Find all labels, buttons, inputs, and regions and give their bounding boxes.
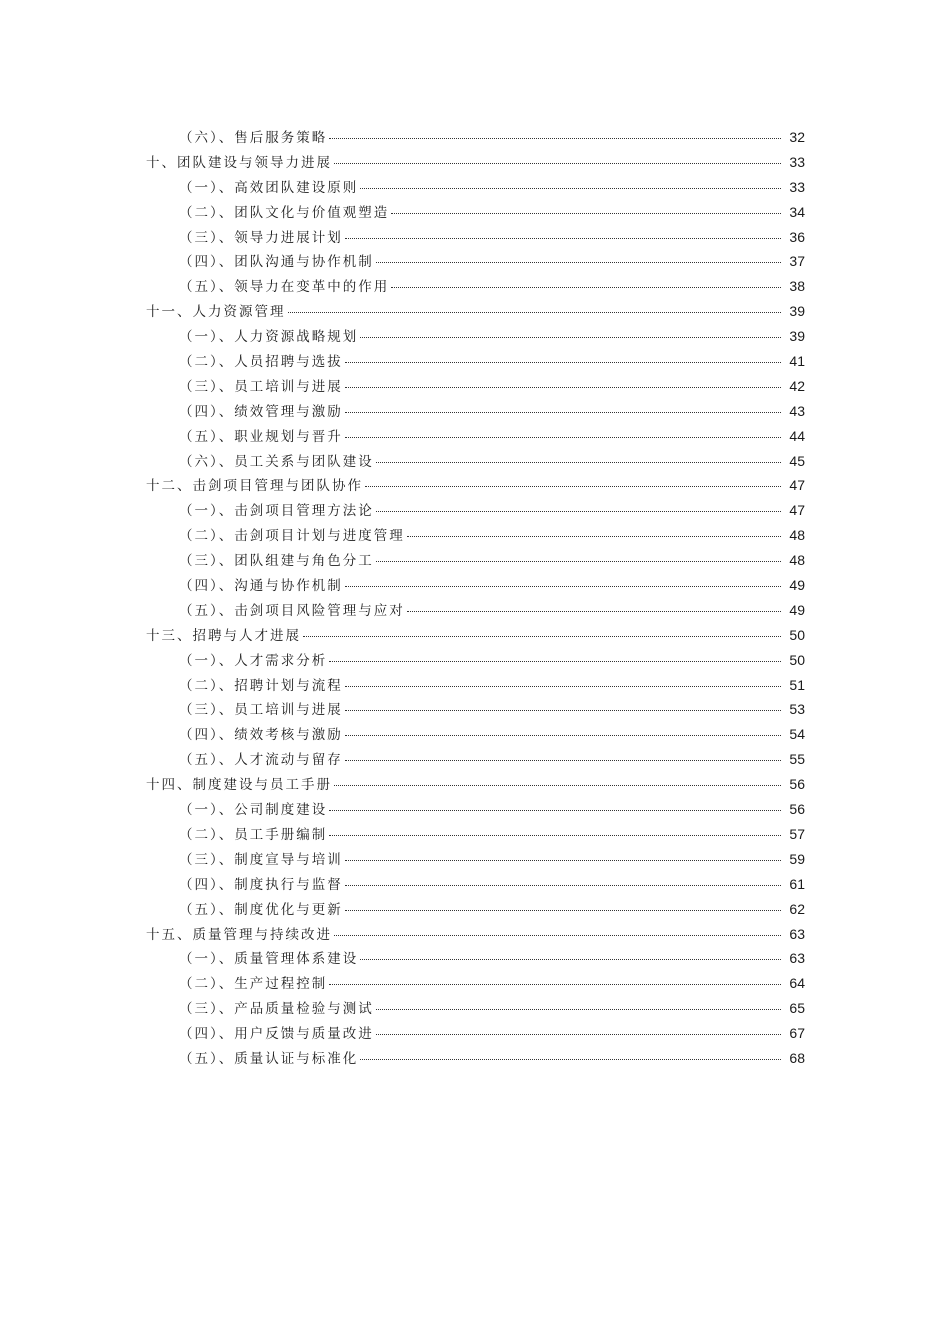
- toc-section-entry[interactable]: [0, 997, 950, 1022]
- toc-page-number: 65: [789, 1000, 805, 1017]
- toc-dot-leader: [345, 437, 781, 438]
- toc-section-entry[interactable]: [0, 549, 950, 574]
- toc-page-number: 48: [789, 552, 805, 569]
- toc-entry-title: （四）、团队沟通与协作机制: [179, 254, 374, 271]
- toc-entry-title: （一）、人才需求分析: [179, 652, 328, 669]
- toc-entry-title: （三）、员工培训与进展: [179, 702, 343, 719]
- toc-page-number: 55: [789, 751, 805, 768]
- toc-entry-title: （四）、用户反馈与质量改进: [179, 1026, 374, 1043]
- toc-entry-title: （三）、员工培训与进展: [179, 378, 343, 395]
- toc-dot-leader: [360, 1059, 781, 1060]
- toc-dot-leader: [345, 910, 781, 911]
- toc-section-entry[interactable]: [0, 1047, 950, 1072]
- toc-section-entry[interactable]: [0, 674, 950, 699]
- toc-entry-title: （二）、生产过程控制: [179, 976, 328, 993]
- toc-entry-title: （三）、团队组建与角色分工: [179, 553, 374, 570]
- toc-dot-leader: [360, 959, 781, 960]
- toc-section-entry[interactable]: [0, 325, 950, 350]
- toc-page-number: 53: [789, 701, 805, 718]
- toc-section-entry[interactable]: [0, 698, 950, 723]
- toc-page-number: 54: [789, 726, 805, 743]
- toc-page-number: 50: [789, 626, 805, 643]
- toc-dot-leader: [334, 163, 781, 164]
- toc-entry-title: （二）、人员招聘与选拔: [179, 354, 343, 371]
- toc-page-number: 38: [789, 278, 805, 295]
- toc-dot-leader: [329, 835, 781, 836]
- toc-dot-leader: [345, 760, 781, 761]
- toc-entry-title: （四）、制度执行与监督: [179, 876, 343, 893]
- toc-dot-leader: [329, 984, 781, 985]
- toc-page-number: 56: [789, 776, 805, 793]
- toc-dot-leader: [329, 661, 781, 662]
- toc-dot-leader: [360, 188, 781, 189]
- toc-entry-title: 十三、招聘与人才进展: [146, 627, 301, 644]
- toc-entry-title: （四）、绩效考核与激励: [179, 727, 343, 744]
- toc-chapter-entry[interactable]: [0, 151, 950, 176]
- toc-section-entry[interactable]: [0, 201, 950, 226]
- toc-dot-leader: [345, 735, 781, 736]
- toc-dot-leader: [376, 561, 781, 562]
- toc-section-entry[interactable]: [0, 250, 950, 275]
- toc-dot-leader: [407, 536, 781, 537]
- toc-section-entry[interactable]: [0, 1022, 950, 1047]
- toc-page-number: 44: [789, 427, 805, 444]
- toc-entry-title: （一）、公司制度建设: [179, 802, 328, 819]
- toc-page-number: 47: [789, 502, 805, 519]
- toc-entry-title: （三）、制度宣导与培训: [179, 851, 343, 868]
- toc-page-number: 34: [789, 203, 805, 220]
- toc-page-number: 48: [789, 527, 805, 544]
- toc-dot-leader: [345, 238, 781, 239]
- toc-entry-title: （二）、团队文化与价值观塑造: [179, 204, 390, 221]
- toc-section-entry[interactable]: [0, 176, 950, 201]
- toc-chapter-entry[interactable]: [0, 923, 950, 948]
- toc-page-number: 42: [789, 377, 805, 394]
- toc-dot-leader: [407, 611, 781, 612]
- toc-page-number: 62: [789, 900, 805, 917]
- toc-dot-leader: [376, 262, 781, 263]
- toc-page-number: 43: [789, 402, 805, 419]
- toc-entry-title: （三）、领导力进展计划: [179, 229, 343, 246]
- toc-page-number: 47: [789, 477, 805, 494]
- toc-dot-leader: [334, 935, 781, 936]
- toc-section-entry[interactable]: [0, 126, 950, 151]
- toc-page-number: 39: [789, 328, 805, 345]
- toc-page-number: 32: [789, 129, 805, 145]
- toc-section-entry[interactable]: [0, 499, 950, 524]
- toc-page-number: 68: [789, 1049, 805, 1066]
- toc-entry-title: （一）、人力资源战略规划: [179, 329, 359, 346]
- toc-dot-leader: [334, 785, 781, 786]
- toc-entry-title: （五）、领导力在变革中的作用: [179, 279, 390, 296]
- toc-section-entry[interactable]: [0, 226, 950, 251]
- toc-entry-title: （一）、高效团队建设原则: [179, 179, 359, 196]
- toc-dot-leader: [345, 885, 781, 886]
- toc-dot-leader: [376, 462, 781, 463]
- toc-dot-leader: [345, 362, 781, 363]
- toc-page-number: 61: [789, 875, 805, 892]
- toc-entry-title: （五）、制度优化与更新: [179, 901, 343, 918]
- toc-page-number: 45: [789, 452, 805, 469]
- toc-page-number: 33: [789, 153, 805, 170]
- toc-section-entry[interactable]: [0, 400, 950, 425]
- toc-page-number: 57: [789, 825, 805, 842]
- toc-section-entry[interactable]: [0, 350, 950, 375]
- toc-section-entry[interactable]: [0, 275, 950, 300]
- toc-page-number: 63: [789, 925, 805, 942]
- toc-entry-title: 十四、制度建设与员工手册: [146, 777, 332, 794]
- toc-dot-leader: [360, 337, 781, 338]
- toc-dot-leader: [391, 287, 781, 288]
- toc-entry-title: （五）、击剑项目风险管理与应对: [179, 602, 405, 619]
- toc-section-entry[interactable]: [0, 524, 950, 549]
- toc-section-entry[interactable]: [0, 375, 950, 400]
- toc-page-number: 67: [789, 1025, 805, 1042]
- toc-dot-leader: [345, 387, 781, 388]
- toc-section-entry[interactable]: [0, 873, 950, 898]
- toc-section-entry[interactable]: [0, 649, 950, 674]
- toc-dot-leader: [345, 710, 781, 711]
- toc-section-entry[interactable]: [0, 599, 950, 624]
- toc-entry-title: （二）、招聘计划与流程: [179, 677, 343, 694]
- toc-section-entry[interactable]: [0, 723, 950, 748]
- toc-dot-leader: [345, 412, 781, 413]
- toc-dot-leader: [376, 511, 781, 512]
- table-of-contents: [0, 126, 950, 1072]
- toc-page-number: 33: [789, 178, 805, 195]
- toc-dot-leader: [376, 1034, 781, 1035]
- toc-page-number: 51: [789, 676, 805, 693]
- toc-entry-title: （二）、击剑项目计划与进度管理: [179, 528, 405, 545]
- toc-dot-leader: [391, 213, 781, 214]
- toc-dot-leader: [345, 586, 781, 587]
- toc-page-number: 37: [789, 253, 805, 270]
- toc-section-entry[interactable]: [0, 425, 950, 450]
- toc-section-entry[interactable]: [0, 574, 950, 599]
- toc-entry-title: （二）、员工手册编制: [179, 826, 328, 843]
- toc-chapter-entry[interactable]: [0, 474, 950, 499]
- toc-page-number: 64: [789, 975, 805, 992]
- toc-section-entry[interactable]: [0, 898, 950, 923]
- toc-page-number: 39: [789, 303, 805, 320]
- toc-dot-leader: [303, 636, 781, 637]
- toc-page-number: 36: [789, 228, 805, 245]
- toc-page-number: 56: [789, 801, 805, 818]
- toc-entry-title: 十、团队建设与领导力进展: [146, 154, 332, 171]
- toc-entry-title: （五）、人才流动与留存: [179, 752, 343, 769]
- toc-page-number: 50: [789, 651, 805, 668]
- toc-dot-leader: [329, 810, 781, 811]
- toc-page-number: 59: [789, 850, 805, 867]
- toc-entry-title: （六）、员工关系与团队建设: [179, 453, 374, 470]
- toc-entry-title: （一）、击剑项目管理方法论: [179, 503, 374, 520]
- toc-entry-title: 十五、质量管理与持续改进: [146, 926, 332, 943]
- toc-section-entry[interactable]: [0, 450, 950, 475]
- toc-section-entry[interactable]: [0, 748, 950, 773]
- toc-page-number: 63: [789, 950, 805, 967]
- toc-page-number: 49: [789, 601, 805, 618]
- toc-dot-leader: [345, 686, 781, 687]
- toc-entry-title: （四）、绩效管理与激励: [179, 403, 343, 420]
- toc-chapter-entry[interactable]: [0, 773, 950, 798]
- toc-entry-title: （四）、沟通与协作机制: [179, 578, 343, 595]
- toc-entry-title: （三）、产品质量检验与测试: [179, 1001, 374, 1018]
- toc-dot-leader: [365, 486, 781, 487]
- toc-page-number: 49: [789, 577, 805, 594]
- toc-entry-title: 十二、击剑项目管理与团队协作: [146, 478, 363, 495]
- toc-page-number: 41: [789, 353, 805, 370]
- toc-chapter-entry[interactable]: [0, 624, 950, 649]
- toc-entry-title: （五）、职业规划与晋升: [179, 428, 343, 445]
- toc-section-entry[interactable]: [0, 972, 950, 997]
- toc-section-entry[interactable]: [0, 798, 950, 823]
- toc-dot-leader: [376, 1009, 781, 1010]
- toc-section-entry[interactable]: [0, 823, 950, 848]
- toc-section-entry[interactable]: [0, 947, 950, 972]
- toc-entry-title: 十一、人力资源管理: [146, 304, 286, 321]
- toc-entry-title: （五）、质量认证与标准化: [179, 1050, 359, 1067]
- toc-chapter-entry[interactable]: [0, 300, 950, 325]
- toc-entry-title: （六）、售后服务策略: [179, 130, 328, 146]
- toc-dot-leader: [345, 860, 781, 861]
- toc-dot-leader: [329, 138, 781, 139]
- toc-entry-title: （一）、质量管理体系建设: [179, 951, 359, 968]
- toc-dot-leader: [288, 312, 782, 313]
- toc-section-entry[interactable]: [0, 848, 950, 873]
